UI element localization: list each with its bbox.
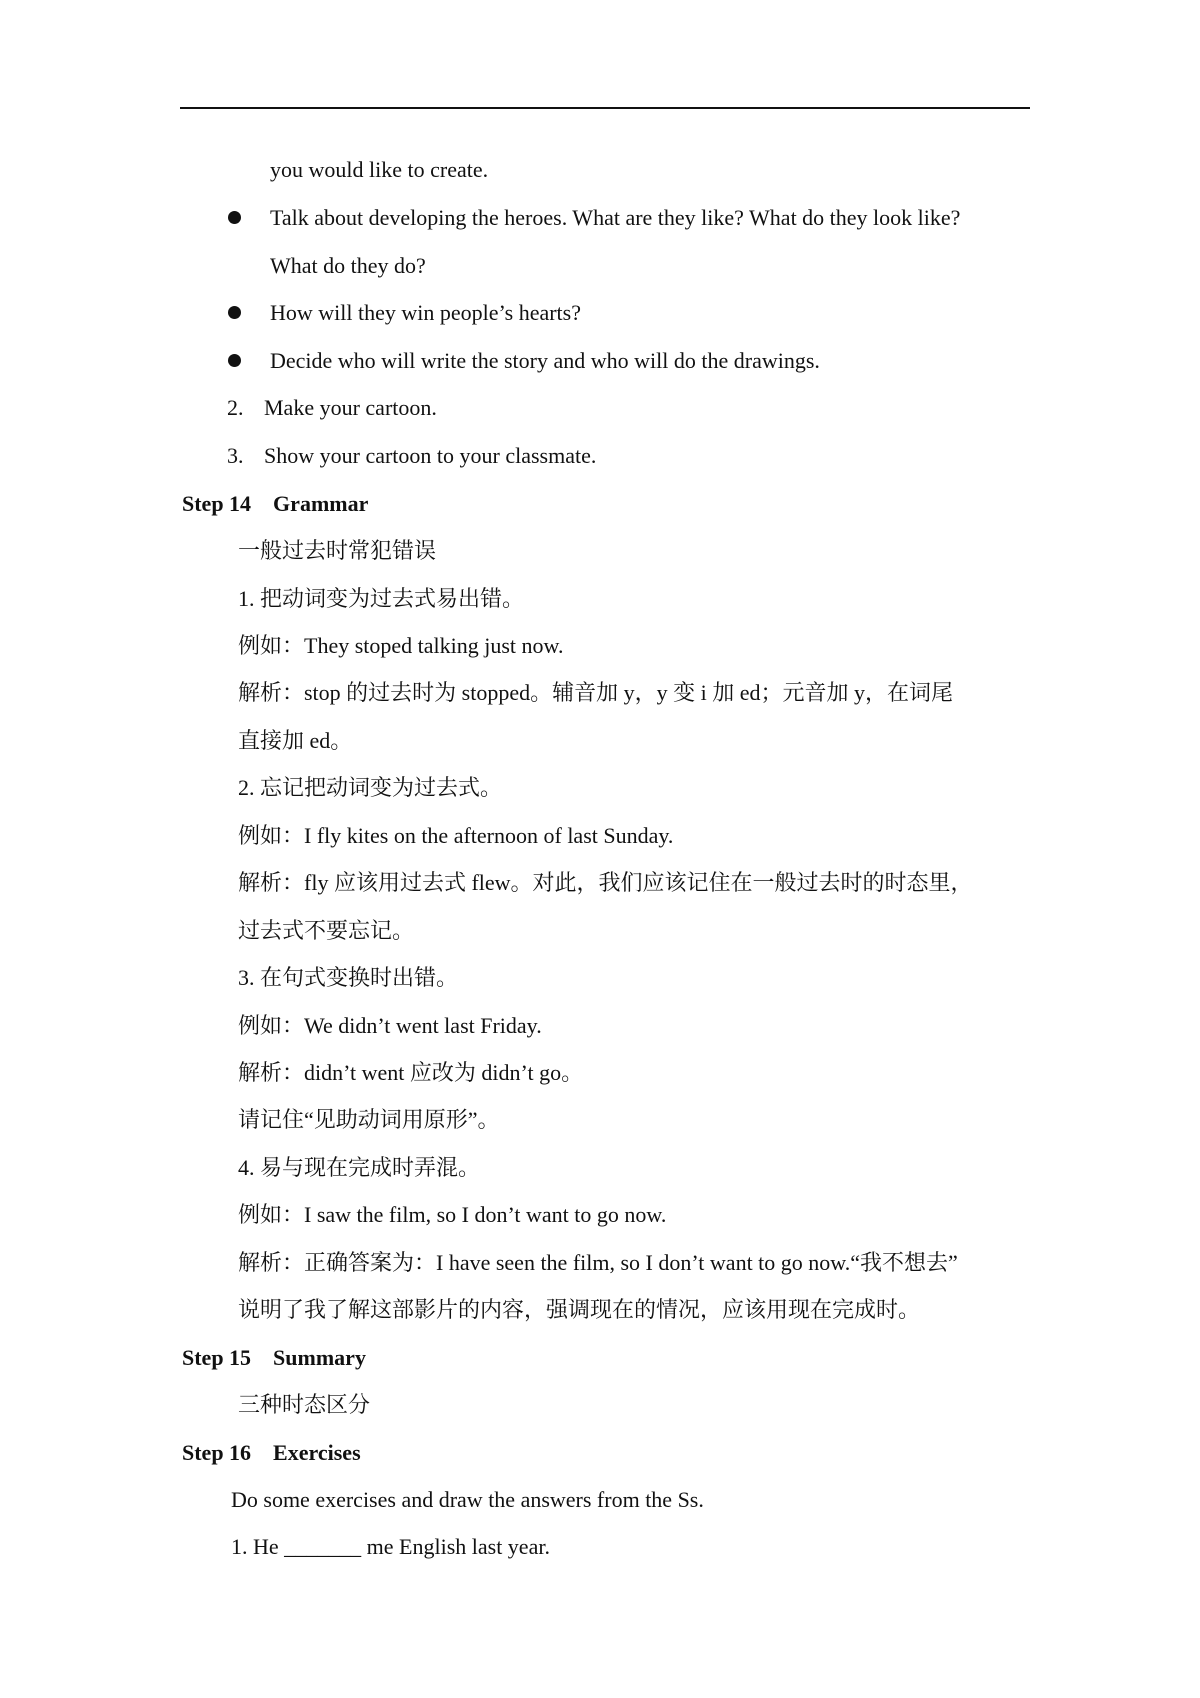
grammar-line: 例如：I saw the film, so I don’t want to go now.	[238, 1202, 667, 1227]
continuation-text: you would like to create.	[270, 157, 489, 182]
step16-heading: Step 16 Exercises	[182, 1440, 361, 1465]
step15-text: 三种时态区分	[238, 1392, 371, 1417]
grammar-line: 4. 易与现在完成时弄混。	[238, 1155, 481, 1180]
grammar-line: 请记住“见助动词用原形”。	[238, 1107, 500, 1132]
bullet-item-3: Decide who will write the story and who will do the drawings.	[270, 348, 820, 373]
numbered-item-number: 2.	[227, 395, 244, 420]
step14-heading: Step 14 Grammar	[182, 491, 369, 516]
grammar-line: 2. 忘记把动词变为过去式。	[238, 775, 503, 800]
numbered-item-number: 3.	[227, 443, 244, 468]
grammar-line: 过去式不要忘记。	[238, 918, 415, 943]
bullet-icon	[228, 354, 241, 367]
exercise-line: Do some exercises and draw the answers from the Ss.	[231, 1487, 704, 1512]
bullet-icon	[228, 306, 241, 319]
grammar-line: 直接加 ed。	[238, 728, 353, 753]
step15-heading: Step 15 Summary	[182, 1345, 366, 1370]
numbered-item-text: Make your cartoon.	[264, 395, 437, 420]
bullet-item-2: How will they win people’s hearts?	[270, 300, 581, 325]
bullet-item-1-cont: What do they do?	[270, 253, 426, 278]
exercise-line: 1. He _______ me English last year.	[231, 1534, 550, 1559]
grammar-line: 解析：stop 的过去时为 stopped。辅音加 y，y 变 i 加 ed；元音加 y，在词尾	[238, 680, 953, 705]
grammar-line: 说明了我了解这部影片的内容，强调现在的情况，应该用现在完成时。	[238, 1297, 921, 1322]
grammar-line: 1. 把动词变为过去式易出错。	[238, 586, 525, 611]
grammar-line: 例如：I fly kites on the afternoon of last Sunday.	[238, 823, 674, 848]
grammar-line: 例如：They stoped talking just now.	[238, 633, 564, 658]
grammar-line: 3. 在句式变换时出错。	[238, 965, 459, 990]
numbered-item-text: Show your cartoon to your classmate.	[264, 443, 597, 468]
grammar-line: 解析：正确答案为：I have seen the film, so I don’t want to go now.“我不想去”	[238, 1250, 958, 1275]
bullet-item-1: Talk about developing the heroes. What are they like? What do they look like?	[270, 205, 961, 230]
grammar-line: 解析：fly 应该用过去式 flew。对此，我们应该记住在一般过去时的时态里，	[238, 870, 973, 895]
header-rule	[180, 107, 1030, 109]
bullet-icon	[228, 211, 241, 224]
grammar-line: 例如：We didn’t went last Friday.	[238, 1013, 542, 1038]
grammar-line: 解析：didn’t went 应改为 didn’t go。	[238, 1060, 584, 1085]
step14-title: 一般过去时常犯错误	[238, 538, 437, 563]
